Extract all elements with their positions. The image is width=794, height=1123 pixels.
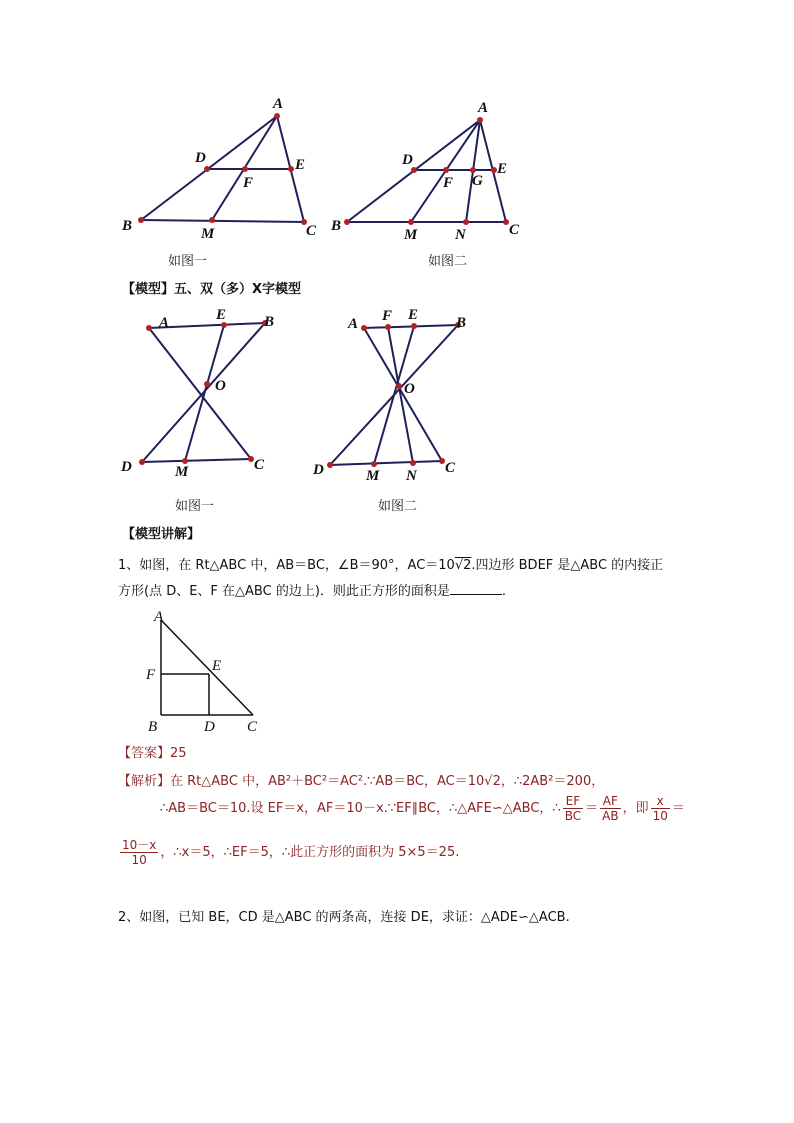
caption-fig2-right: 如图二	[378, 499, 418, 514]
pt-C: C	[247, 719, 258, 735]
pt-A: A	[154, 609, 164, 625]
section-heading: 【模型讲解】	[122, 527, 201, 542]
analysis-text-2a: ∴AB＝BC＝10.设 EF＝x，AF＝10－x.∵EF∥BC，∴△AFE∽△ABC，∴	[160, 801, 561, 816]
analysis-text-1: 在 Rt△ABC 中，AB²＋BC²＝AC².∵AB＝BC，AC＝10√2，∴2AB²＝200，	[170, 774, 605, 789]
pt-A: A	[159, 315, 170, 331]
q1-number: 1、	[118, 558, 140, 573]
pt-M: M	[175, 464, 189, 480]
pt-B: B	[122, 218, 133, 234]
analysis-text-3: ，∴x＝5，∴EF＝5，∴此正方形的面积为 5×5＝25.	[160, 845, 460, 860]
pt-C: C	[254, 457, 265, 473]
caption-fig1-right: 如图二	[428, 254, 468, 269]
pt-N: N	[406, 468, 417, 484]
fraction-ef-bc: $\frac{EF}{BC}$	[564, 794, 582, 823]
figure-triangle-left	[115, 92, 335, 242]
caption-fig2-left: 如图一	[175, 499, 215, 514]
pt-E: E	[408, 307, 419, 323]
pt-B: B	[456, 315, 467, 331]
q1-end: .	[501, 584, 507, 599]
pt-M: M	[366, 468, 380, 484]
pt-B: B	[264, 314, 275, 330]
pt-N: N	[455, 227, 466, 243]
pt-M: M	[404, 227, 418, 243]
answer-tag: 【答案】	[118, 746, 171, 761]
pt-B: B	[331, 218, 342, 234]
pt-D: D	[313, 462, 324, 478]
pt-A: A	[348, 316, 359, 332]
q1-answer	[118, 742, 187, 761]
answer-value: 25	[170, 746, 187, 761]
pt-E: E	[212, 658, 222, 674]
q1-line1	[118, 554, 678, 578]
analysis-text-2c: ＝	[671, 801, 685, 816]
pt-G: G	[472, 173, 483, 189]
pt-C: C	[509, 222, 520, 238]
q1-sqrt: √2	[454, 558, 472, 573]
pt-O: O	[404, 381, 415, 397]
q1-text-c: 方形(点 D、E、F 在△ABC 的边上)．则此正方形的面积是	[118, 584, 450, 599]
q1-text-a: 如图，在 Rt△ABC 中，AB＝BC，∠B＝90°，AC＝10	[139, 558, 455, 573]
pt-C: C	[306, 223, 317, 239]
pt-F: F	[243, 175, 254, 191]
fraction-x-10: $\frac{x}{10}$	[652, 794, 668, 823]
pt-A: A	[273, 96, 284, 112]
fraction-af-ab: $\frac{AF}{AB}$	[602, 794, 619, 823]
caption-fig1-left: 如图一	[168, 254, 208, 269]
analysis-tag: 【解析】	[118, 774, 171, 789]
pt-F: F	[382, 308, 393, 324]
figure-x-left	[118, 308, 278, 483]
pt-F: F	[443, 175, 454, 191]
q1-analysis-line3	[118, 838, 459, 867]
pt-M: M	[201, 226, 215, 242]
pt-E: E	[216, 307, 227, 323]
pt-F: F	[146, 667, 156, 683]
q1-line2	[118, 580, 506, 604]
pt-A: A	[478, 100, 489, 116]
pt-D: D	[121, 459, 132, 475]
q1-text-b: .四边形 BDEF 是△ABC 的内接正	[471, 558, 664, 573]
figure-x-right	[310, 308, 480, 483]
pt-E: E	[497, 161, 508, 177]
pt-D: D	[402, 152, 413, 168]
analysis-text-2b: ，即	[622, 801, 649, 816]
q1-analysis-line1	[118, 770, 604, 789]
answer-blank	[450, 580, 502, 595]
figure-right-triangle-square	[140, 608, 280, 733]
figure-triangle-right	[328, 96, 538, 246]
pt-D: D	[195, 150, 206, 166]
pt-O: O	[215, 378, 226, 394]
q2-text: 2、如图，已知 BE，CD 是△ABC 的两条高，连接 DE，求证：△ADE∽△ACB.	[118, 910, 570, 925]
pt-C: C	[445, 460, 456, 476]
pt-B: B	[148, 719, 158, 735]
q1-analysis-line2: ∴AB＝BC＝10.设 EF＝x，AF＝10－x.∵EF∥BC，∴△AFE∽△ABC，∴ $\frac{EF}{BC}$ ＝ $\frac{AF}{AB}$ ，即 $\frac{x}{10}$ ＝	[160, 794, 685, 823]
heading-double-x-model: 【模型】五、双（多）X字模型	[122, 282, 302, 297]
fraction-10mx-10: $\frac{10-x}{10}$	[122, 838, 157, 867]
pt-E: E	[295, 157, 306, 173]
pt-D: D	[204, 719, 215, 735]
